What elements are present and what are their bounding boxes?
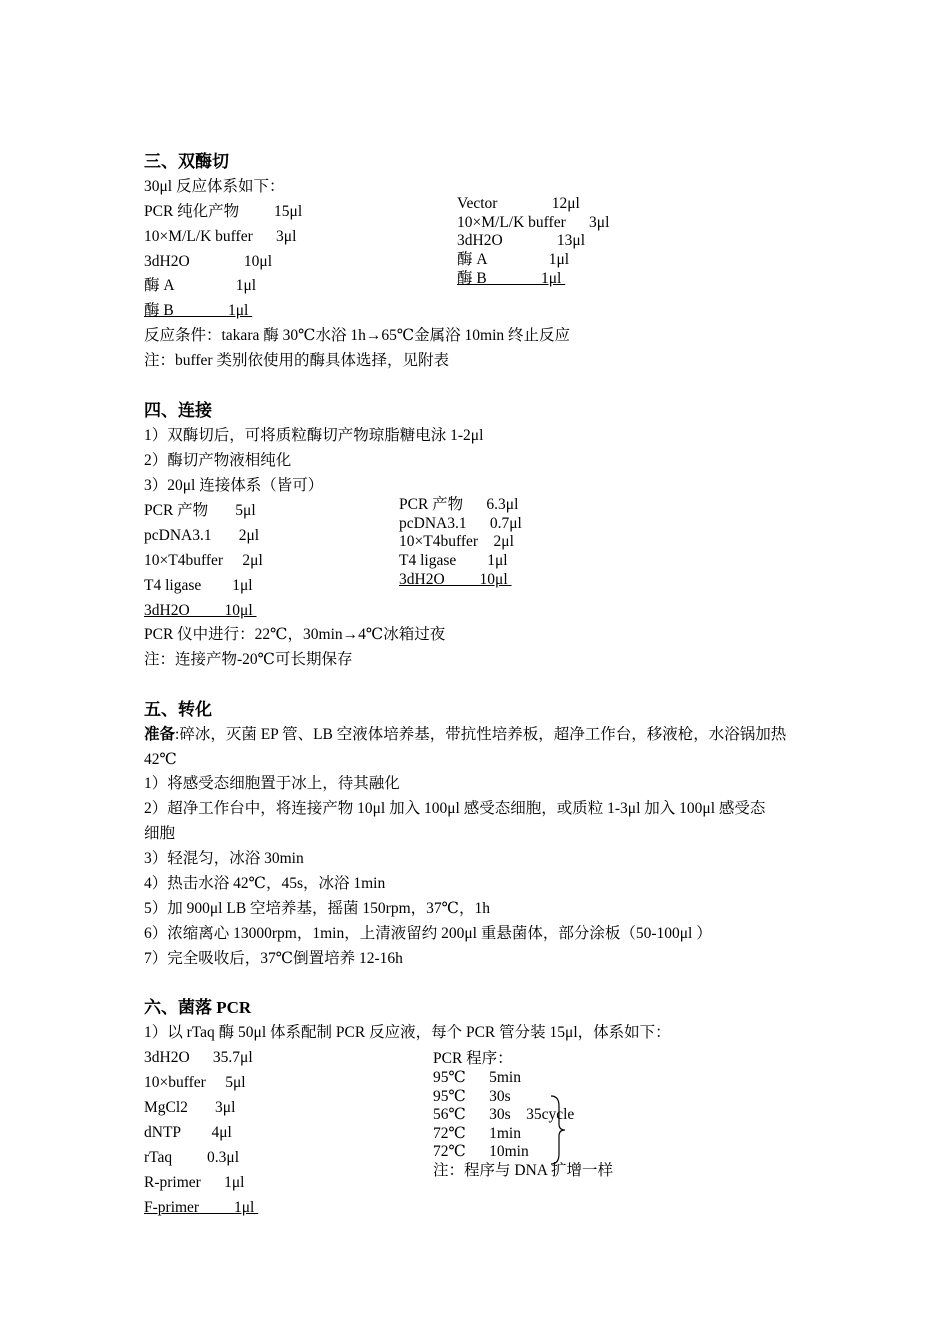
s4-left-row: PCR 产物 5μl [144, 502, 256, 519]
s4-left-row: 10×T4buffer 2μl [144, 552, 263, 569]
section-5-title: 五、转化 [144, 700, 212, 719]
s5-step: 细胞 [144, 825, 176, 842]
s6-intro: 1）以 rTaq 酶 50μl 体系配制 PCR 反应液，每个 PCR 管分装 15μl，体系如下： [144, 1024, 671, 1041]
pcr-program-note: 注：程序与 DNA 扩增一样 [433, 1162, 613, 1179]
pcr-program-row: 95℃ 30s [433, 1088, 511, 1105]
s3-intro: 30μl 反应体系如下： [144, 178, 285, 195]
s4-right-row: PCR 产物 6.3μl [399, 496, 519, 513]
s3-right-row: 酶 A 1μl [457, 251, 570, 268]
s4-left-row-last: 3dH2O 10μl [144, 602, 257, 619]
s4-condition: PCR 仪中进行：22℃，30min→4℃冰箱过夜 [144, 626, 446, 643]
s3-note: 注：buffer 类别依使用的酶具体选择，见附表 [144, 352, 449, 369]
pcr-program-row: 72℃ 1min [433, 1125, 521, 1142]
pcr-program-row: 95℃ 5min [433, 1069, 521, 1086]
pcr-program-row: 56℃ 30s 35cycle [433, 1106, 575, 1123]
s3-left-row: 酶 A 1μl [144, 277, 257, 294]
s3-right-row: 3dH2O 13μl [457, 232, 586, 249]
s5-step: 5）加 900μl LB 空培养基，摇菌 150rpm，37℃，1h [144, 900, 490, 917]
s3-left-row: PCR 纯化产物 15μl [144, 203, 303, 220]
s4-step: 1）双酶切后，可将质粒酶切产物琼脂糖电泳 1-2μl [144, 427, 484, 444]
s3-condition: 反应条件：takara 酶 30℃水浴 1h→65℃金属浴 10min 终止反应 [144, 327, 571, 344]
s5-step: 2）超净工作台中，将连接产物 10μl 加入 100μl 感受态细胞，或质粒 1-3μl 加入 100μl 感受态 [144, 800, 766, 817]
s3-right-row: 10×M/L/K buffer 3μl [457, 214, 610, 231]
cycle-brace [549, 1094, 567, 1166]
section-4-title: 四、连接 [144, 401, 212, 420]
s3-left-row: 10×M/L/K buffer 3μl [144, 228, 297, 245]
s5-step: 6）浓缩离心 13000rpm，1min，上清液留约 200μl 重悬菌体，部分涂板（50-100μl ） [144, 925, 712, 942]
s6-left-row-last: F-primer 1μl [144, 1199, 259, 1216]
pcr-program-title: PCR 程序： [433, 1050, 513, 1067]
s3-right-row: Vector 12μl [457, 195, 580, 212]
s4-step: 2）酶切产物液相纯化 [144, 452, 292, 469]
s4-note: 注：连接产物-20℃可长期保存 [144, 651, 353, 668]
section-6-title: 六、菌落 PCR [144, 998, 252, 1017]
s4-right-row-last: 3dH2O 10μl [399, 571, 512, 588]
s3-left-row-last: 酶 B 1μl [144, 302, 253, 319]
s6-left-row: rTaq 0.3μl [144, 1149, 240, 1166]
s4-right-row: 10×T4buffer 2μl [399, 533, 514, 550]
s5-prep [144, 727, 786, 743]
s6-left-row: MgCl2 3μl [144, 1099, 236, 1116]
pcr-program-row: 72℃ 10min [433, 1143, 529, 1160]
s4-right-row: pcDNA3.1 0.7μl [399, 515, 522, 532]
s6-left-row: R-primer 1μl [144, 1174, 245, 1191]
s5-step: 3）轻混匀，冰浴 30min [144, 850, 304, 867]
s6-left-row: 10×buffer 5μl [144, 1074, 246, 1091]
s6-left-row: 3dH2O 35.7μl [144, 1049, 253, 1066]
s5-prep-text: :碎冰，灭菌 EP 管、LB 空液体培养基，带抗性培养板，超净工作台，移液枪，水浴锅加热 [175, 726, 787, 743]
s3-left-row: 3dH2O 10μl [144, 253, 273, 270]
s5-step: 4）热击水浴 42℃，45s，冰浴 1min [144, 875, 386, 892]
s6-left-row: dNTP 4μl [144, 1124, 232, 1141]
s5-step: 7）完全吸收后，37℃倒置培养 12-16h [144, 950, 403, 967]
s5-prep-label: 准备 [144, 726, 176, 743]
section-3-title: 三、双酶切 [144, 152, 229, 171]
s5-step: 1）将感受态细胞置于冰上，待其融化 [144, 775, 400, 792]
s5-prep-cont: 42℃ [144, 751, 177, 768]
s4-right-row: T4 ligase 1μl [399, 552, 508, 569]
s3-right-row-last: 酶 B 1μl [457, 270, 566, 287]
s4-step: 3）20μl 连接体系（皆可） [144, 477, 324, 494]
s4-left-row: pcDNA3.1 2μl [144, 527, 260, 544]
s4-left-row: T4 ligase 1μl [144, 577, 253, 594]
